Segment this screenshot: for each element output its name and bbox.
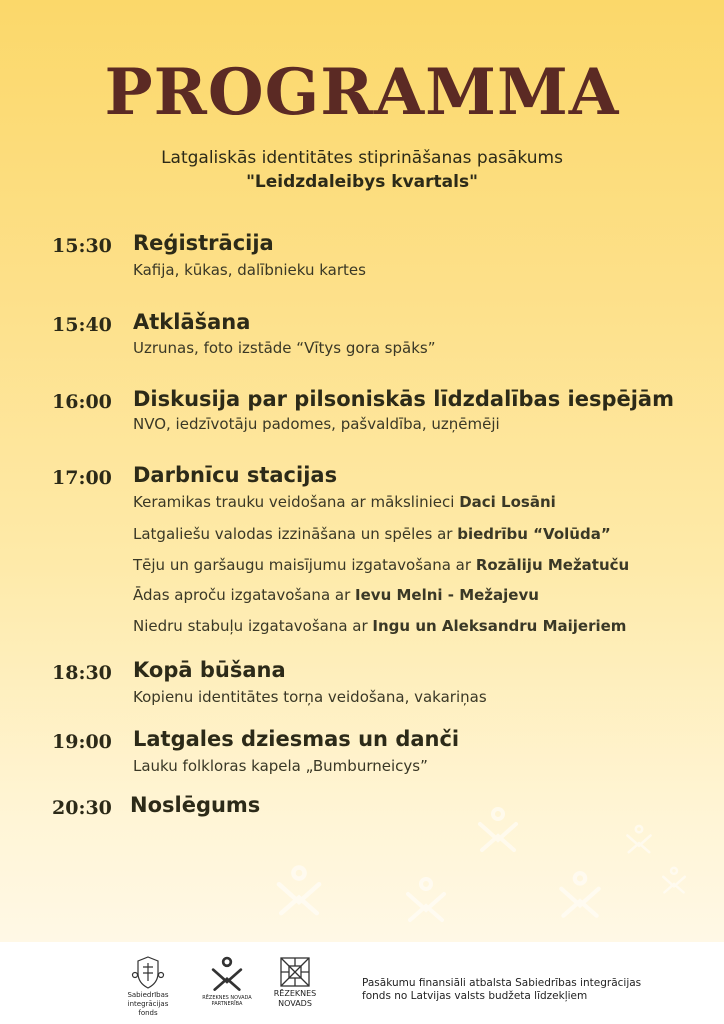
logo-caption: RĒZEKNES NOVADA [202, 995, 252, 1001]
logo-rezekne-partnership [196, 955, 258, 1007]
schedule-description: NVO, iedzīvotāju padomes, pašvaldība, uzņēmēji [133, 415, 500, 433]
schedule-heading: Latgales dziesmas un danči [133, 727, 460, 751]
workshop-item: Latgaliešu valodas izzināšana un spēles ar biedrību “Volūda” [133, 525, 611, 543]
coat-of-arms-icon [131, 955, 165, 991]
logo-caption: PARTNERĪBA [211, 1001, 243, 1007]
schedule-heading: Kopā būšana [133, 658, 286, 682]
schedule-description: Lauku folkloras kapela „Bumburneicys” [133, 757, 428, 775]
people-figure-icon [472, 806, 524, 856]
people-figure-icon [270, 864, 328, 920]
funding-statement: Pasākumu finansiāli atbalsta Sabiedrības integrācijas fonds no Latvijas valsts budžeta līdzekļiem [362, 977, 642, 1002]
schedule-time: 15:40 [52, 314, 112, 336]
logo-integration-fund [108, 955, 188, 1018]
logo-caption: NOVADS [278, 999, 312, 1008]
schedule-time: 18:30 [52, 662, 112, 684]
schedule-time: 17:00 [52, 467, 112, 489]
schedule-heading: Atklāšana [133, 310, 251, 334]
schedule-heading: Reģistrācija [133, 231, 274, 255]
logo-caption: RĒZEKNES [273, 989, 317, 998]
schedule-time: 15:30 [52, 235, 112, 257]
schedule-description: Kopienu identitātes torņa veidošana, vakariņas [133, 688, 487, 706]
schedule-heading: Darbnīcu stacijas [133, 463, 338, 487]
logo-caption: Sabiedrības integrācijas [127, 991, 169, 1008]
workshop-item: Niedru stabuļu izgatavošana ar Ingu un Aleksandru Maijeriem [133, 617, 627, 635]
schedule-time: 19:00 [52, 731, 112, 753]
people-figure-icon [658, 866, 690, 896]
people-figure-icon [553, 870, 607, 922]
poster-title: PROGRAMMA [104, 55, 620, 130]
logo-rezeknes-novads [268, 955, 322, 1009]
people-figure-icon [622, 824, 656, 856]
schedule-heading: Diskusija par pilsoniskās līdzdalības iespējām [133, 387, 674, 411]
schedule-time: 16:00 [52, 391, 112, 413]
event-name: "Leidzdaleibys kvartals" [246, 172, 478, 192]
workshop-item: Ādas aproču izgatavošana ar Ievu Melni - Mežajevu [133, 586, 539, 604]
people-figure-icon [400, 876, 452, 926]
schedule-time: 20:30 [52, 797, 112, 819]
schedule-heading: Noslēgums [130, 793, 261, 817]
logo-caption: fonds [138, 1009, 158, 1017]
rezekne-pattern-icon [278, 955, 312, 989]
schedule-description: Kafija, kūkas, dalībnieku kartes [133, 261, 366, 279]
schedule-description: Uzrunas, foto izstāde “Vītys gora spāks” [133, 339, 436, 357]
workshop-item: Keramikas trauku veidošana ar mākslinieci Daci Losāni [133, 493, 556, 511]
workshop-item: Tēju un garšaugu maisījumu izgatavošana ar Rozāliju Mežatuču [133, 556, 630, 574]
event-subtitle: Latgaliskās identitātes stiprināšanas pasākums [161, 148, 563, 168]
partnership-figure-icon [207, 955, 247, 995]
